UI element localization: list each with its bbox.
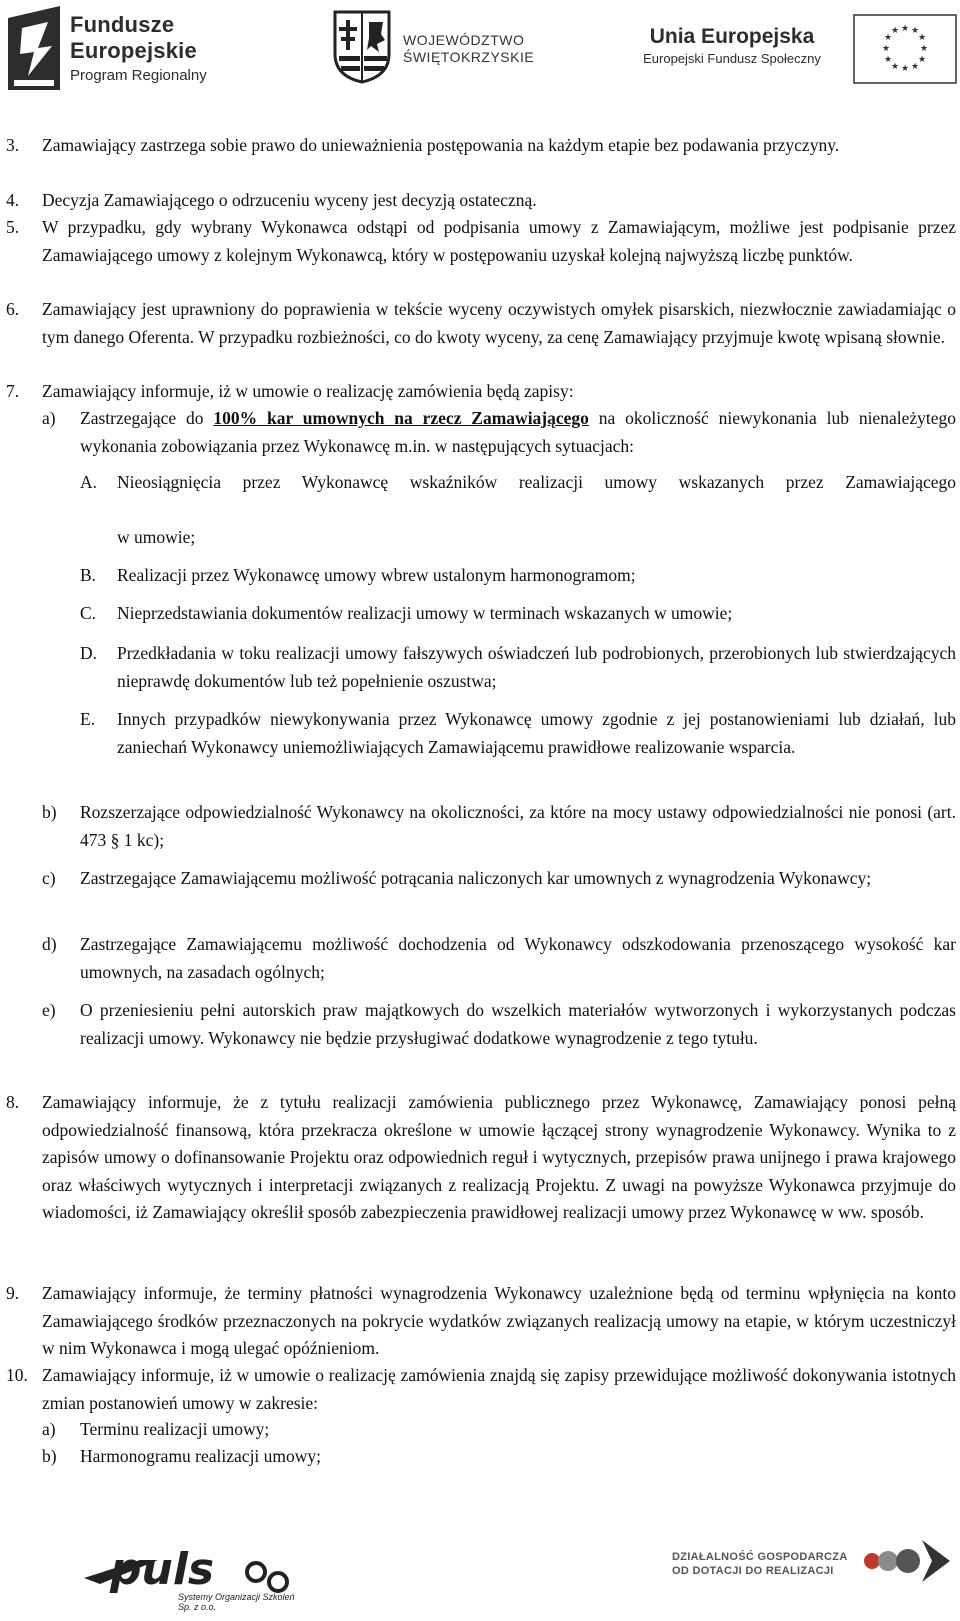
fundusze-europejskie-text [70, 12, 207, 86]
dzialalnosc-gospodarcza-logo [672, 1536, 960, 1596]
item-7a-C-text: Nieprzedstawiania dokumentów realizacji umowy w terminach wskazanych w umowie; [117, 603, 733, 623]
item-10b-text: Harmonogramu realizacji umowy; [80, 1446, 322, 1466]
svg-text:★: ★ [910, 62, 920, 72]
item-7a-B-text: Realizacji przez Wykonawcę umowy wbrew ustalonym harmonogramom; [117, 565, 636, 585]
wojewodztwo-swietokrzyskie-logo [333, 10, 553, 90]
item-4-number: 4. [6, 190, 20, 210]
puls-subtitle: Systemy Organizacji Szkoleń Sp. z o.o. [178, 1592, 295, 1612]
item-7a-D-label: D. [80, 643, 98, 663]
item-7d-label: d) [42, 934, 57, 954]
item-5-text: W przypadku, gdy wybrany Wykonawca odstąpi od podpisania umowy z Zamawiającym, możliwe jest podpisanie przez Zamawiającego umowy z kolejnym Wykonawcą, który w postępowaniu uzyskał kolejną najwyższą liczbę punktów. [42, 217, 956, 265]
item-7c-text: Zastrzegające Zamawiającemu możliwość potrącania naliczonych kar umownych z wynagrodzenia Wykonawcy; [80, 868, 872, 888]
item-6-number: 6. [6, 299, 20, 319]
item-8-number: 8. [6, 1092, 20, 1112]
svg-text:★: ★ [917, 33, 927, 43]
ue-line2: Europejski Fundusz Społeczny [643, 51, 821, 66]
fe-line2: Europejskie [70, 38, 197, 63]
unia-europejska-text [622, 24, 842, 68]
item-10-text: Zamawiający informuje, iż w umowie o realizację zamówienia znajdą się zapisy przewidujące możliwość dokonywania istotnych zmian postanowień umowy w zakresie: [42, 1365, 956, 1413]
svg-text:★: ★ [883, 55, 893, 65]
unia-europejska-logo [622, 10, 960, 90]
item-7d-text: Zastrzegające Zamawiającemu możliwość dochodzenia od Wykonawcy odszkodowania przenoszącego wysokość kar umownych, na zasadach ogólnych; [80, 934, 956, 982]
item-7a-C-label: C. [80, 603, 97, 623]
item-7-text: Zamawiający informuje, iż w umowie o realizację zamówienia będą zapisy: [42, 381, 574, 401]
ws-line2: ŚWIĘTOKRZYSKIE [403, 49, 535, 65]
item-7a-text [80, 405, 956, 460]
fe-line3: Program Regionalny [70, 67, 207, 84]
fundusze-europejskie-mark-icon [8, 6, 60, 90]
dgo-mark-icon [858, 1536, 958, 1586]
item-7-number: 7. [6, 381, 20, 401]
dgo-line1: DZIAŁALNOŚĆ GOSPODARCZA [672, 1551, 848, 1563]
coat-of-arms-icon [333, 10, 391, 84]
item-9-number: 9. [6, 1283, 20, 1303]
item-7e-label: e) [42, 1000, 56, 1020]
eu-flag-icon [853, 14, 957, 84]
svg-text:★: ★ [919, 44, 929, 54]
item-7a-B-label: B. [80, 565, 97, 585]
puls-word: puls [110, 1544, 215, 1595]
svg-text:★: ★ [900, 24, 910, 34]
item-7a-A-text2: w umowie; [117, 527, 196, 547]
page-header [0, 0, 960, 95]
svg-text:★: ★ [890, 62, 900, 72]
page-footer [0, 1520, 960, 1621]
item-7a-pre: Zastrzegające do [80, 408, 214, 428]
dgo-text [672, 1550, 848, 1578]
item-7a-E-text: Innych przypadków niewykonywania przez Wykonawcę umowy zgodnie z jej postanowieniami lub działań, lub zaniechań Wykonawcy uniemożliwiających Zamawiającemu prawidłowe realizowanie wsparcia. [117, 709, 956, 757]
item-4-text: Decyzja Zamawiającego o odrzuceniu wyceny jest decyzją ostateczną. [42, 190, 537, 210]
item-7a-A-label: A. [80, 472, 98, 492]
item-8-text: Zamawiający informuje, że z tytułu realizacji zamówienia publicznego przez Wykonawcę, Zamawiający ponosi pełną odpowiedzialność finansową, która przekracza określone w umowie łączącej strony wynagrodzenie Wykonawcy. Wynika to z zapisów umowy o dofinansowanie Projektu oraz odpowiednich reguł i wytycznych, przepisów prawa unijnego i prawa krajowego oraz właściwych wytycznych i interpretacji związanych z realizacją Projektu. Z uwagi na powyższe Wykonawca przyjmuje do wiadomości, iż Zamawiający określił sposób zabezpieczenia prawidłowej realizacji umowy przez Wykonawcę w ww. sposób. [42, 1092, 956, 1222]
item-5-number: 5. [6, 217, 20, 237]
ue-line1: Unia Europejska [649, 25, 815, 48]
item-10a-text: Terminu realizacji umowy; [80, 1419, 270, 1439]
dgo-line2: OD DOTACJI DO REALIZACJI [672, 1565, 834, 1577]
item-7a-A-text1: Nieosiągnięcia przez Wykonawcę wskaźników realizacji umowy wskazanych przez Zamawiającego [117, 472, 956, 492]
wojewodztwo-text [403, 32, 534, 66]
item-9-text: Zamawiający informuje, że terminy płatności wynagrodzenia Wykonawcy uzależnione będą od terminu wpłynięcia na konto Zamawiającego środków przeznaczonych na pokrycie wydatków związanych realizacją umowy na etapie, w którym uczestniczył w nim Wykonawca i mogą ulegać opóźnieniom. [42, 1283, 956, 1358]
item-10b-label: b) [42, 1446, 57, 1466]
item-6-text: Zamawiający jest uprawniony do poprawienia w tekście wyceny oczywistych omyłek pisarskich, niezwłocznie zawiadamiając o tym danego Oferenta. W przypadku rozbieżności, co do kwoty wyceny, za cenę Zamawiający przyjmuje kwotę wpisaną słownie. [42, 299, 956, 347]
svg-text:★: ★ [890, 26, 900, 36]
ws-line1: WOJEWÓDZTWO [403, 32, 525, 48]
item-3-text: Zamawiający zastrzega sobie prawo do unieważnienia postępowania na każdym etapie bez podawania przyczyny. [42, 135, 840, 155]
item-7b-text: Rozszerzające odpowiedzialność Wykonawcy na okoliczności, za które na mocy ustawy odpowiedzialności nie ponosi (art. 473 § 1 kc); [80, 802, 956, 850]
puls-logo [80, 1534, 310, 1612]
svg-text:★: ★ [910, 26, 920, 36]
svg-text:★: ★ [900, 64, 910, 74]
item-7e-text: O przeniesieniu pełni autorskich praw majątkowych do wszelkich materiałów wytworzonych i wykorzystanych podczas realizacji umowy. Wykonawcy nie będzie przysługiwać dodatkowe wynagrodzenie z tego tytułu. [80, 1000, 956, 1048]
fe-line1: Fundusze [70, 12, 175, 37]
item-7a-post: na okoliczność niewykonania lub nienależytego wykonania zobowiązania przez Wykonawcę m.in. w następujących sytuacjach: [80, 408, 956, 456]
item-7b-label: b) [42, 802, 57, 822]
fundusze-europejskie-logo [8, 4, 238, 90]
item-7a-underlined: 100% kar umownych na rzecz Zamawiającego [213, 408, 589, 428]
item-7c-label: c) [42, 868, 56, 888]
item-7a-E-label: E. [80, 709, 96, 729]
item-7a-D-text: Przedkładania w toku realizacji umowy fałszywych oświadczeń lub podrobionych, przerobionych lub stwierdzających nieprawdę dokumentów lub też popełnienie oszustwa; [117, 643, 956, 691]
svg-text:★: ★ [917, 55, 927, 65]
item-10-number: 10. [6, 1365, 28, 1385]
item-3-number: 3. [6, 135, 20, 155]
svg-text:★: ★ [881, 44, 891, 54]
item-10a-label: a) [42, 1419, 56, 1439]
svg-text:★: ★ [883, 33, 893, 43]
item-7a-label: a) [42, 408, 56, 428]
